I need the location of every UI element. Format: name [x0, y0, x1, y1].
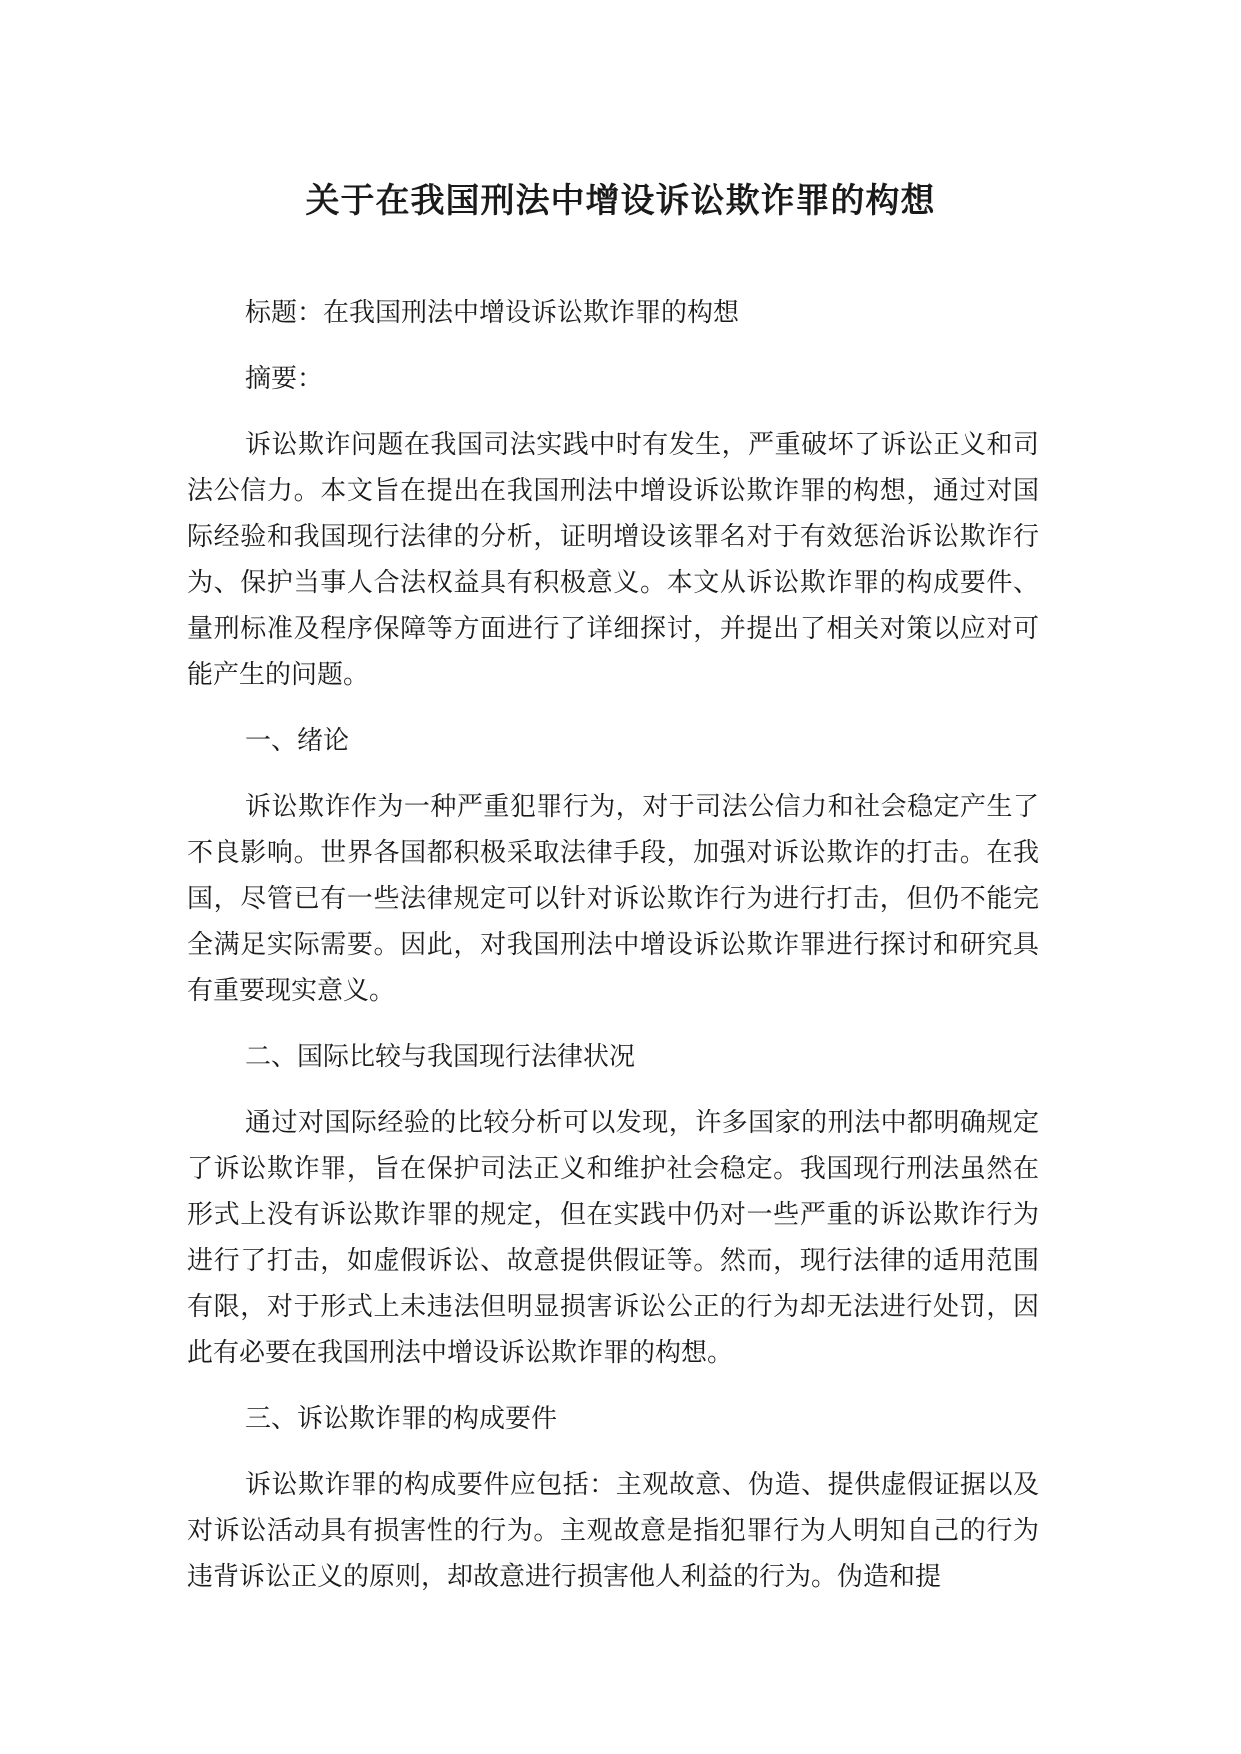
- subject-line: 标题：在我国刑法中增设诉讼欺诈罪的构想: [245, 298, 740, 328]
- section-paragraph: 通过对国际经验的比较分析可以发现，许多国家的刑法中都明确规定了诉讼欺诈罪，旨在保护司法正义和维护社会稳定。我国现行刑法虽然在形式上没有诉讼欺诈罪的规定，但在实践中仍对一些严重的诉讼欺诈行为进行了打击，如虚假诉讼、故意提供假证等。然而，现行法律的适用范围有限，对于形式上未违法但明显损害诉讼公正的行为却无法进行处罚，因此有必要在我国刑法中增设诉讼欺诈罪的构想。: [187, 1108, 1039, 1368]
- document-body: [187, 290, 1039, 1620]
- abstract-heading: 摘要：: [245, 364, 324, 394]
- abstract-paragraph: 诉讼欺诈问题在我国司法实践中时有发生，严重破坏了诉讼正义和司法公信力。本文旨在提出在我国刑法中增设诉讼欺诈罪的构想，通过对国际经验和我国现行法律的分析，证明增设该罪名对于有效惩治诉讼欺诈行为、保护当事人合法权益具有积极意义。本文从诉讼欺诈罪的构成要件、量刑标准及程序保障等方面进行了详细探讨，并提出了相关对策以应对可能产生的问题。: [187, 430, 1039, 690]
- document-title: 关于在我国刑法中增设诉讼欺诈罪的构想: [305, 181, 936, 221]
- section-heading: 一、绪论: [245, 726, 350, 756]
- section-paragraph: 诉讼欺诈作为一种严重犯罪行为，对于司法公信力和社会稳定产生了不良影响。世界各国都积极采取法律手段，加强对诉讼欺诈的打击。在我国，尽管已有一些法律规定可以针对诉讼欺诈行为进行打击，但仍不能完全满足实际需要。因此，对我国刑法中增设诉讼欺诈罪进行探讨和研究具有重要现实意义。: [187, 792, 1039, 1006]
- section-heading: 三、诉讼欺诈罪的构成要件: [245, 1404, 558, 1434]
- section-paragraph: 诉讼欺诈罪的构成要件应包括：主观故意、伪造、提供虚假证据以及对诉讼活动具有损害性的行为。主观故意是指犯罪行为人明知自己的行为违背诉讼正义的原则，却故意进行损害他人利益的行为。伪造和提: [187, 1470, 1039, 1592]
- section-heading: 二、国际比较与我国现行法律状况: [245, 1042, 636, 1072]
